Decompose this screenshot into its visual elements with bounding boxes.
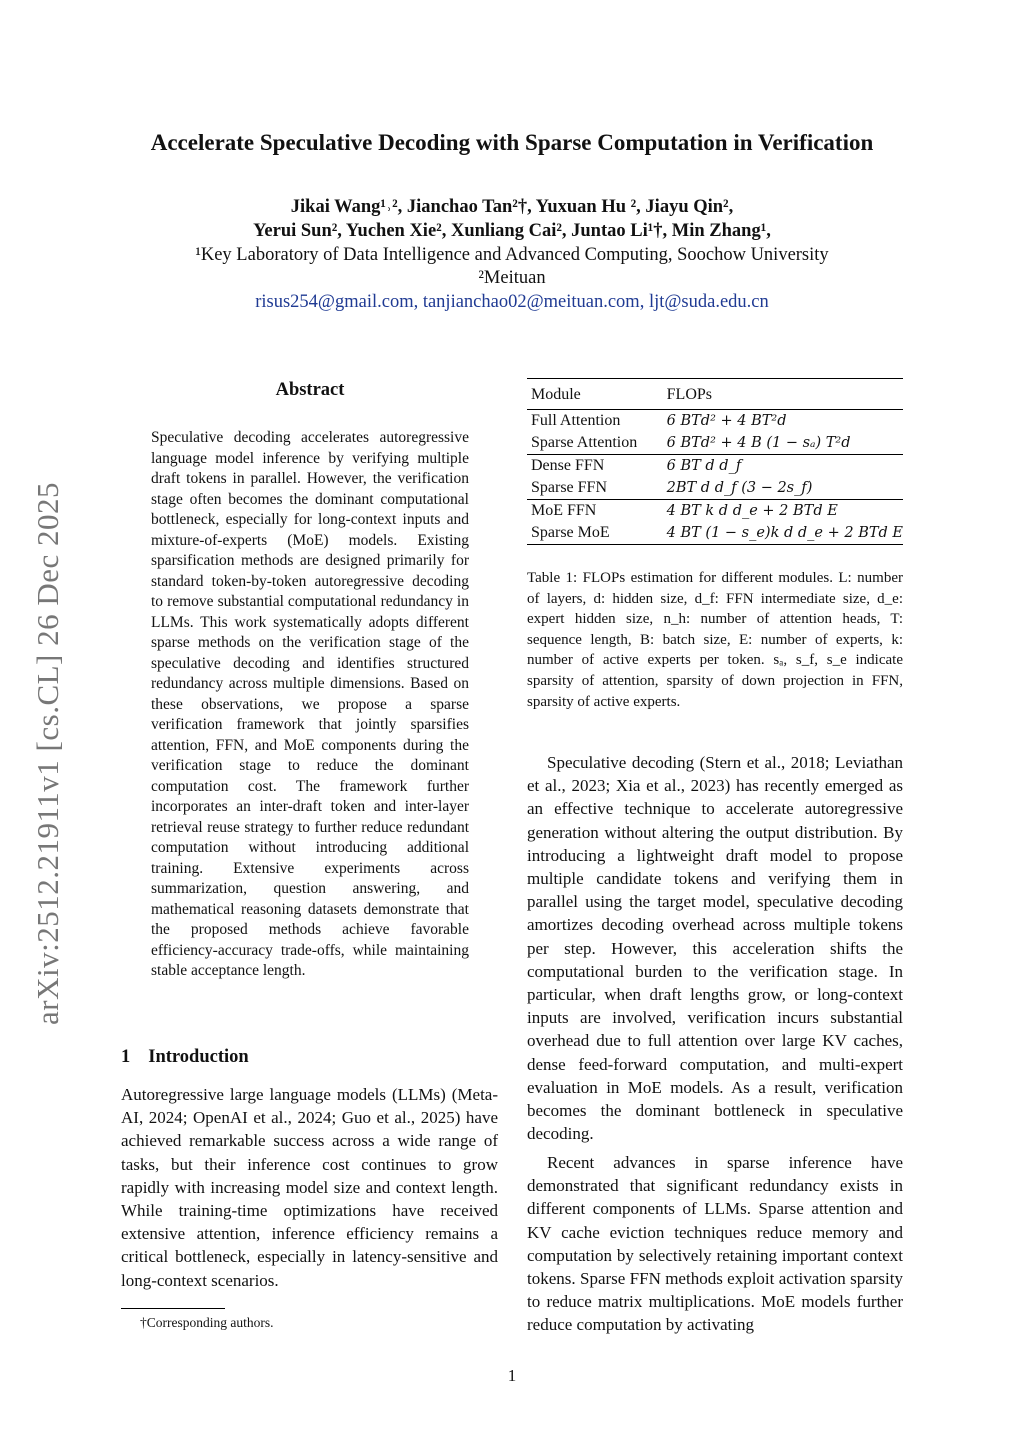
abstract-heading: Abstract (275, 380, 345, 400)
table-row (527, 522, 903, 545)
sparse-inference-paragraph: Recent advances in sparse inference have demonstrated that significant redundancy exists in different components of LLMs. Sparse attention and KV cache eviction techniques reduce memory and computation by selectively retaining important context tokens. Sparse FFN methods exploit activation sparsity to reduce matrix multiplications. MoE models further reduce computation by activating (527, 1153, 903, 1335)
section-title: Introduction (148, 1047, 249, 1067)
table-row (527, 432, 903, 455)
module-cell: Full Attention (531, 412, 621, 429)
flops-formula-cell: 6 BT d d_f (666, 458, 742, 474)
flops-formula-cell: 2BT d d_f (3 − 2s_f) (666, 480, 813, 496)
flops-formula-cell: 6 BTd² + 4 B (1 − sₐ) T²d (666, 435, 851, 451)
table-row (527, 477, 903, 500)
module-cell: Sparse Attention (531, 434, 638, 451)
module-cell: Sparse MoE (531, 524, 610, 541)
author-list-line-1: Jikai Wang¹˒², Jianchao Tan²†, Yuxuan Hu ², Jiayu Qin², (290, 197, 734, 217)
affiliation-meituan: ²Meituan (478, 268, 546, 288)
author-list-line-2: Yerui Sun², Yuchen Xie², Xunliang Cai², Juntao Li¹†, Min Zhang¹, (253, 221, 771, 241)
footnote-corresponding: †Corresponding authors. (140, 1315, 274, 1330)
flops-formula-cell: 6 BTd² + 4 BT²d (666, 413, 787, 429)
paper-title: Accelerate Speculative Decoding with Sparse Computation in Verification (150, 130, 874, 155)
table-row (527, 500, 903, 523)
flops-formula-cell: 4 BT k d d_e + 2 BTd E (666, 503, 838, 519)
section-number: 1 (121, 1047, 131, 1067)
table-row (527, 455, 903, 478)
header-flops: FLOPs (666, 386, 712, 403)
introduction-paragraph: Autoregressive large language models (LLMs) (Meta-AI, 2024; OpenAI et al., 2024; Guo et al., 2025) have achieved remarkable success across a wide range of tasks, but their inference cost continues to grow rapidly with increasing model size and context length. While training-time optimizations have received extensive attention, inference efficiency remains a critical bottleneck, especially in latency-sensitive and long-context scenarios. (121, 1085, 498, 1290)
module-cell: Dense FFN (531, 457, 605, 474)
module-cell: Sparse FFN (531, 479, 608, 496)
module-cell: MoE FFN (531, 502, 597, 519)
table-header-row (527, 379, 903, 410)
table-row (527, 410, 903, 433)
abstract-body: Speculative decoding accelerates autoregressive language model inference by verifying multiple draft tokens in parallel. However, the verification stage often becomes the dominant computational bottleneck, especially for long-context inputs and mixture-of-experts (MoE) models. Existing sparsification methods are designed primarily for standard token-by-token autoregressive decoding to remove substantial computational redundancy in LLMs. This work systematically adopts different sparse methods on the verification stage of the speculative decoding and identifies structured redundancy across multiple dimensions. Based on these observations, we propose a sparse verification framework that jointly sparsifies attention, FFN, and MoE components during the verification stage to reduce the dominant computation cost. The framework further incorporates an inter-draft token and inter-layer retrieval reuse strategy to further reduce redundant computation without introducing additional training. Extensive experiments across summarization, question answering, and mathematical reasoning datasets demonstrate that the proposed methods achieve favorable efficiency-accuracy trade-offs, while maintaining stable acceptance length. (151, 429, 469, 979)
author-emails[interactable]: risus254@gmail.com, tanjianchao02@meituan.com, ljt@suda.edu.cn (255, 292, 769, 312)
section-heading (121, 1047, 249, 1068)
page-number: 1 (507, 1366, 517, 1385)
arxiv-identifier-stamp: arXiv:2512.21911v1 [cs.CL] 26 Dec 2025 (30, 481, 65, 1025)
header-module: Module (531, 386, 581, 403)
flops-table (527, 378, 903, 545)
speculative-decoding-paragraph: Speculative decoding (Stern et al., 2018; Leviathan et al., 2023; Xia et al., 2023) has recently emerged as an effective technique to accelerate autoregressive generation without altering the output distribution. By introducing a lightweight draft model to propose multiple candidate tokens and verifying them in parallel using the target model, speculative decoding amortizes decoding overhead across multiple tokens per step. However, this acceleration shifts the computational burden to the verification stage. In particular, when draft lengths grow, or long-context inputs are involved, verification incurs substantial overhead due to full attention over large KV caches, dense feed-forward computation, and multi-expert evaluation in MoE models. As a result, verification becomes the dominant bottleneck in speculative decoding. (527, 753, 903, 1144)
table-caption: Table 1: FLOPs estimation for different modules. L: number of layers, d: hidden size, d_f: FFN intermediate size, d_e: expert hidden size, n_h: number of attention heads, T: sequence length, B: batch size, E: number of experts, k: number of active experts per token. sₐ, s_f, s_e indicate sparsity of attention, sparsity of down projection in FFN, sparsity of active experts. (527, 570, 903, 710)
footnote-rule (121, 1308, 225, 1309)
affiliation-soochow: ¹Key Laboratory of Data Intelligence and Advanced Computing, Soochow University (195, 245, 829, 265)
flops-formula-cell: 4 BT (1 − s_e)k d d_e + 2 BTd E (666, 525, 903, 541)
